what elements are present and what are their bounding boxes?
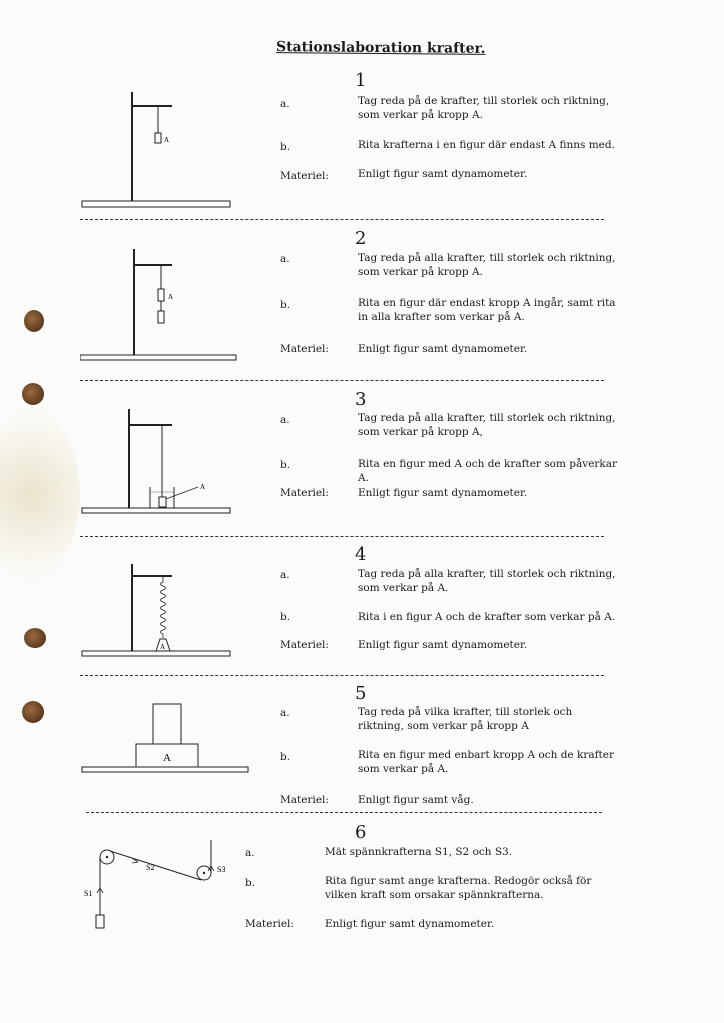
section-divider xyxy=(80,675,604,676)
item-a-text: Tag reda på alla krafter, till storlek och riktning, som verkar på A. xyxy=(358,568,616,594)
materiel-label: Materiel: xyxy=(280,794,329,806)
item-b-label: b. xyxy=(280,141,291,153)
section-divider xyxy=(86,812,602,813)
materiel-label: Materiel: xyxy=(280,639,329,651)
item-b-text: Rita figur samt ange krafterna. Redogör också för vilken kraft som orsakar spännkrafterna. xyxy=(325,875,592,901)
materiel-text: Enligt figur samt dynamometer. xyxy=(358,487,528,499)
section-number: 1 xyxy=(355,70,367,91)
item-a-label: a. xyxy=(280,707,290,719)
hole-stain-4 xyxy=(22,701,44,723)
section-number: 6 xyxy=(355,822,367,843)
figure-label-a: A xyxy=(163,752,171,764)
item-a-text: Tag reda på de krafter, till storlek och riktning, som verkar på kropp A. xyxy=(358,95,610,121)
item-a-text: Tag reda på alla krafter, till storlek och riktning, som verkar på kropp A, xyxy=(358,412,616,438)
figure-stand-spring-mass xyxy=(80,560,240,665)
item-a-label: a. xyxy=(280,569,290,581)
item-a-text: Mät spännkrafterna S1, S2 och S3. xyxy=(325,846,513,858)
label-s1: S1 xyxy=(84,889,93,898)
item-a-text: Tag reda på vilka krafter, till storlek och riktning, som verkar på kropp A xyxy=(358,706,573,732)
figure-label-a: A xyxy=(164,136,170,144)
section-number: 5 xyxy=(355,683,367,704)
section-number: 2 xyxy=(355,228,367,249)
materiel-text: Enligt figur samt dynamometer. xyxy=(358,639,528,651)
item-a-label: a. xyxy=(280,253,290,265)
hole-stain-3 xyxy=(24,628,46,648)
hole-stain-1 xyxy=(24,310,44,332)
item-b-label: b. xyxy=(280,459,291,471)
hole-stain-2 xyxy=(22,383,44,405)
item-b-label: b. xyxy=(280,299,291,311)
section-number: 4 xyxy=(355,544,367,565)
figure-label-a: A xyxy=(160,643,166,651)
figure-stand-hanging-mass xyxy=(80,88,240,213)
item-a-label: a. xyxy=(280,98,290,110)
item-b-label: b. xyxy=(245,877,256,889)
materiel-text: Enligt figur samt våg. xyxy=(358,794,474,806)
materiel-text: Enligt figur samt dynamometer. xyxy=(358,343,528,355)
item-b-text: Rita en figur med A och de krafter som påverkar A. xyxy=(358,458,618,484)
materiel-label: Materiel: xyxy=(280,487,329,499)
item-b-text: Rita en figur med enbart kropp A och de krafter som verkar på A. xyxy=(358,749,614,775)
item-b-text: Rita i en figur A och de krafter som verkar på A. xyxy=(358,611,616,623)
label-s2: S2 xyxy=(146,863,155,872)
item-a-label: a. xyxy=(245,847,255,859)
figure-stacked-blocks xyxy=(80,698,255,778)
materiel-label: Materiel: xyxy=(280,170,329,182)
item-b-text: Rita krafterna i en figur där endast A finns med. xyxy=(358,139,615,151)
materiel-label: Materiel: xyxy=(245,918,294,930)
item-a-label: a. xyxy=(280,414,290,426)
item-b-label: b. xyxy=(280,751,291,763)
figure-stand-mass-in-beaker xyxy=(80,405,240,520)
section-divider xyxy=(80,536,604,537)
section-divider xyxy=(80,219,604,220)
item-b-text: Rita en figur där endast kropp A ingår, samt rita in alla krafter som verkar på A. xyxy=(358,297,616,323)
item-b-label: b. xyxy=(280,611,291,623)
figure-label-a: A xyxy=(168,293,174,301)
figure-stand-two-masses xyxy=(80,245,240,365)
item-a-text: Tag reda på alla krafter, till storlek och riktning, som verkar på kropp A. xyxy=(358,252,616,278)
materiel-text: Enligt figur samt dynamometer. xyxy=(325,918,495,930)
section-number: 3 xyxy=(355,389,367,410)
materiel-label: Materiel: xyxy=(280,343,329,355)
water-stain xyxy=(0,410,80,580)
figure-pulley-system xyxy=(80,840,240,935)
materiel-text: Enligt figur samt dynamometer. xyxy=(358,168,528,180)
page-title: Stationslaboration krafter. xyxy=(275,39,486,57)
label-s3: S3 xyxy=(217,865,226,874)
figure-label-a: A xyxy=(200,483,206,491)
section-divider xyxy=(80,380,604,381)
